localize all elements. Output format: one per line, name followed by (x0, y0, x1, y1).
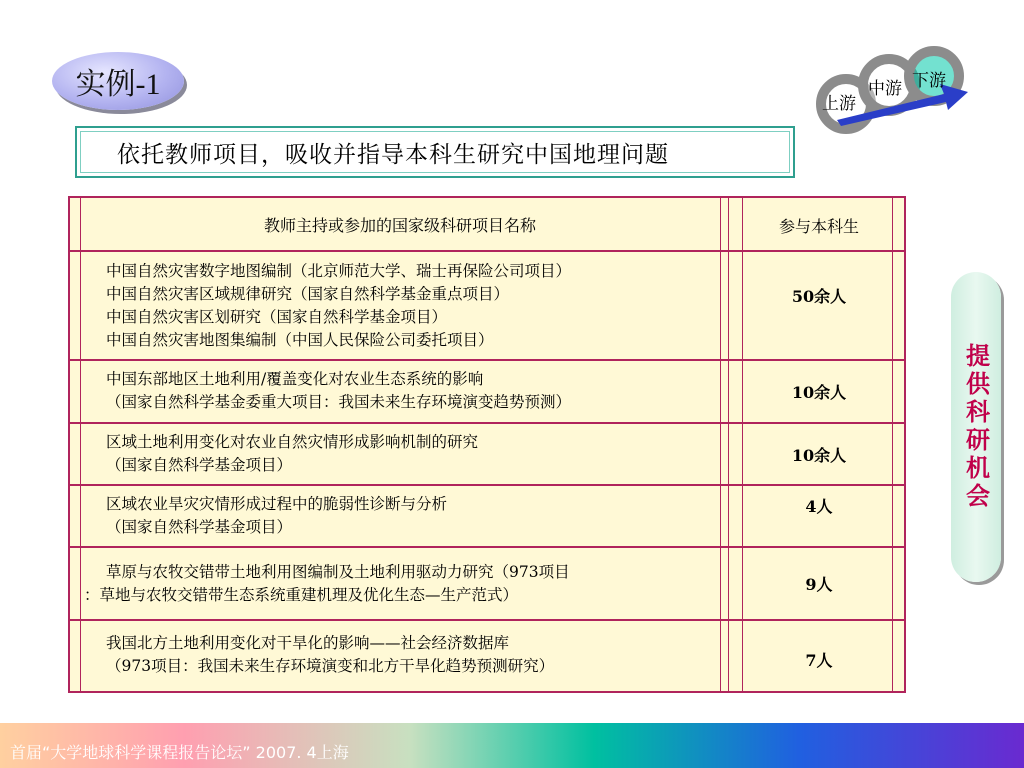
grid-line (70, 484, 904, 486)
table-row-6-count: 7人 (805, 651, 833, 670)
grid-line (70, 546, 904, 548)
table-row-3-project (106, 431, 718, 477)
table-row-1-project (106, 260, 718, 352)
subtitle-box (75, 126, 795, 178)
label-midstream: 中游 (868, 79, 902, 99)
table-row-1-count: 50余人 (791, 287, 847, 306)
table-row-4-count: 4人 (805, 497, 833, 516)
header-student-count: 参与本科生 (778, 217, 859, 236)
subtitle-text: 依托教师项目，吸收并指导本科生研究中国地理问题 (117, 141, 669, 168)
header-project-name: 教师主持或参加的国家级科研项目名称 (263, 216, 536, 235)
project-line: （国家自然科学基金委重大项目：我国未来生存环境演变趋势预测） (106, 393, 572, 411)
project-line: ：草地与农牧交错带生态系统重建机理及优化生态—生产范式） (84, 586, 519, 604)
table-row-5-project (84, 561, 720, 607)
table-row-6-project (106, 632, 718, 678)
project-line: 我国北方土地利用变化对干旱化的影响——社会经济数据库 (106, 634, 510, 652)
project-line: 草原与农牧交错带土地利用图编制及土地利用驱动力研究（973项目 (106, 563, 570, 581)
example-badge (52, 52, 184, 110)
table-row-4-project (106, 493, 718, 539)
project-line: 中国自然灾害地图集编制（中国人民保险公司委托项目） (106, 331, 494, 349)
grid-line (70, 250, 904, 252)
project-line: 中国东部地区土地利用/覆盖变化对农业生态系统的影响 (106, 370, 484, 388)
footer-text: 首届“大学地球科学课程报告论坛” 2007. 4上海 (10, 743, 349, 762)
grid-line (80, 198, 81, 691)
label-downstream: 下游 (912, 71, 946, 91)
project-line: （973项目：我国未来生存环境演变和北方干旱化趋势预测研究） (106, 657, 555, 675)
projects-table (68, 196, 906, 693)
table-row-3-count: 10余人 (791, 446, 847, 465)
grid-line (70, 359, 904, 361)
table-row-2-count: 10余人 (791, 383, 847, 402)
project-line: 区域农业旱灾灾情形成过程中的脆弱性诊断与分析 (106, 495, 448, 513)
value-chain-graphic (812, 44, 972, 134)
table-row-2-project (106, 368, 718, 414)
side-label-box (951, 272, 1001, 582)
project-line: 中国自然灾害区划研究（国家自然科学基金项目） (106, 308, 448, 326)
label-upstream: 上游 (822, 94, 856, 114)
project-line: 区域土地利用变化对农业自然灾情形成影响机制的研究 (106, 433, 479, 451)
table-row-5-count: 9人 (805, 575, 833, 594)
side-label-text: 提供科研机会 (961, 343, 990, 511)
footer-bar (0, 723, 1024, 768)
project-line: 中国自然灾害区域规律研究（国家自然科学基金重点项目） (106, 285, 510, 303)
grid-line (70, 422, 904, 424)
project-line: 中国自然灾害数字地图编制（北京师范大学、瑞士再保险公司项目） (106, 262, 572, 280)
grid-line (70, 619, 904, 621)
grid-line (728, 198, 729, 691)
project-line: （国家自然科学基金项目） (106, 518, 293, 536)
grid-line (742, 198, 743, 691)
grid-line (720, 198, 721, 691)
project-line: （国家自然科学基金项目） (106, 456, 293, 474)
example-badge-label: 实例-1 (75, 68, 161, 101)
